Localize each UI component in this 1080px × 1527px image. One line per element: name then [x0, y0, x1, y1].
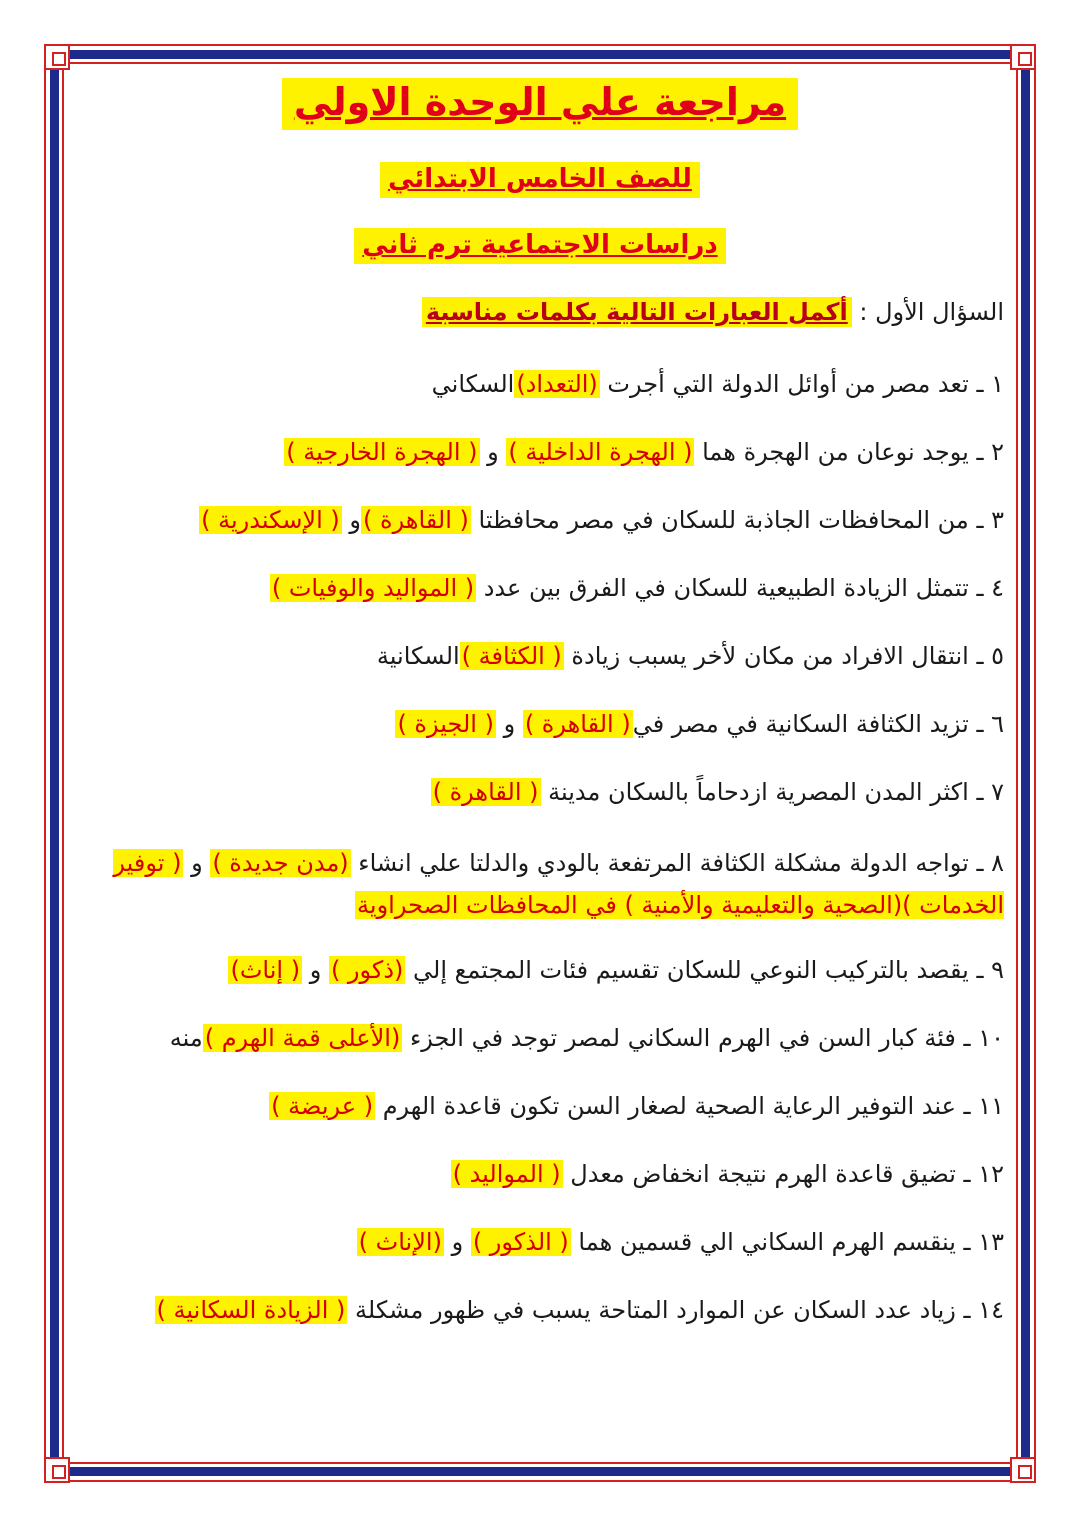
item-connector: و [443, 1228, 471, 1256]
question-label: السؤال الأول : [859, 298, 1004, 326]
item-connector: و [341, 506, 361, 534]
question-instruction: أكمل العبارات التالية بكلمات مناسبة [422, 297, 852, 327]
item-answer: ( المواليد والوفيات ) [271, 574, 475, 602]
item-answer-2: (الإناث ) [358, 1228, 442, 1256]
item-answer: ( المواليد ) [452, 1160, 561, 1188]
item-answer-2: ( الهجرة الخارجية ) [286, 438, 478, 466]
item-text: تتمثل الزيادة الطبيعية للسكان في الفرق بين عدد [476, 574, 969, 602]
item-answer: ( القاهرة ) [524, 710, 631, 738]
item-connector: و [495, 710, 523, 738]
item-text: عند التوفير الرعاية الصحية لصغار السن تكون قاعدة الهرم [375, 1092, 956, 1120]
item-text: اكثر المدن المصرية ازدحاماً بالسكان مدينة [540, 778, 969, 806]
item-text: يقصد بالتركيب النوعي للسكان تقسيم فئات المجتمع إلي [405, 956, 969, 984]
item-number: ٦ ـ [976, 710, 1004, 738]
item-text: فئة كبار السن في الهرم السكاني لمصر توجد في الجزء [402, 1024, 956, 1052]
item-answer: ( الذكور ) [472, 1228, 569, 1256]
item-answer: ( الهجرة الداخلية ) [508, 438, 693, 466]
item-number: ١٣ ـ [963, 1228, 1004, 1256]
corner-ornament-icon [1010, 44, 1036, 70]
item-connector: و [183, 849, 211, 877]
item-number: ٨ ـ [976, 849, 1004, 877]
item-text: ينقسم الهرم السكاني الي قسمين هما [570, 1228, 956, 1256]
item-number: ١١ ـ [963, 1092, 1004, 1120]
item-number: ٧ ـ [976, 778, 1004, 806]
list-item [72, 952, 1004, 1020]
list-item [72, 502, 1004, 570]
list-item [72, 1156, 1004, 1224]
corner-ornament-icon [44, 1457, 70, 1483]
item-number: ١٠ ـ [963, 1024, 1004, 1052]
corner-ornament-icon [1010, 1457, 1036, 1483]
item-text: تواجه الدولة مشكلة الكثافة المرتفعة بالودي والدلتا علي انشاء [350, 849, 969, 877]
item-answer-2: ( إناث) [230, 956, 301, 984]
list-item [72, 1088, 1004, 1156]
item-answer: ( الكثافة ) [461, 642, 562, 670]
list-item [72, 1224, 1004, 1292]
item-number: ٣ ـ [976, 506, 1004, 534]
item-connector: و [479, 438, 507, 466]
item-text-after: السكانية [376, 642, 460, 670]
page-title [0, 80, 1080, 124]
list-item [72, 570, 1004, 638]
item-number: ٥ ـ [976, 642, 1004, 670]
item-answer: ( القاهرة ) [432, 778, 539, 806]
item-connector: و [302, 956, 329, 984]
item-text: تزيد الكثافة السكانية في مصر في [632, 710, 969, 738]
list-item [72, 1292, 1004, 1360]
item-answer-2: ( الإسكندرية ) [201, 506, 340, 534]
item-answer: (ذكور ) [330, 956, 404, 984]
list-item [72, 774, 1004, 842]
grade-title-text: للصف الخامس الابتدائي [380, 162, 700, 198]
item-text: من المحافظات الجاذبة للسكان في مصر محافظتا [470, 506, 969, 534]
subject-title-text: دراسات الاجتماعية ترم ثاني [354, 228, 725, 264]
item-answer: (التعداد) [516, 370, 598, 398]
item-answer: ( عريضة ) [271, 1092, 374, 1120]
item-number: ٢ ـ [976, 438, 1004, 466]
item-answer-2: ( الجيزة ) [397, 710, 494, 738]
item-number: ٤ ـ [976, 574, 1004, 602]
item-number: ١ ـ [976, 370, 1004, 398]
item-answer: ( الزيادة السكانية ) [156, 1296, 346, 1324]
corner-ornament-icon [44, 44, 70, 70]
item-answer: (مدن جديدة ) [212, 849, 349, 877]
grade-title [0, 164, 1080, 194]
item-text: يوجد نوعان من الهجرة هما [694, 438, 969, 466]
item-text: تضيق قاعدة الهرم نتيجة انخفاض معدل [562, 1160, 956, 1188]
item-answer: (الأعلى قمة الهرم ) [204, 1024, 401, 1052]
list-item [72, 706, 1004, 774]
item-number: ١٤ ـ [963, 1296, 1004, 1324]
list-item [72, 1020, 1004, 1088]
items-list [72, 366, 1004, 1360]
list-item [72, 434, 1004, 502]
question-header [76, 298, 1004, 326]
list-item [72, 366, 1004, 434]
item-text: تعد مصر من أوائل الدولة التي أجرت [599, 370, 969, 398]
page-title-text: مراجعة علي الوحدة الاولي [282, 78, 798, 130]
item-answer-2: ( توفير الخدمات )(الصحية والتعليمية والأمنية ) في المحافظات الصحراوية [113, 849, 1004, 919]
item-number: ١٢ ـ [963, 1160, 1004, 1188]
item-text-after: منه [169, 1024, 203, 1052]
item-text: انتقال الافراد من مكان لأخر يسبب زيادة [563, 642, 969, 670]
list-item [72, 638, 1004, 706]
list-item [72, 842, 1004, 952]
item-answer: ( القاهرة ) [363, 506, 469, 534]
item-text: زياد عدد السكان عن الموارد المتاحة يسبب في ظهور مشكلة [347, 1296, 956, 1324]
subject-title [0, 230, 1080, 260]
item-text-after: السكاني [431, 370, 515, 398]
item-number: ٩ ـ [976, 956, 1004, 984]
